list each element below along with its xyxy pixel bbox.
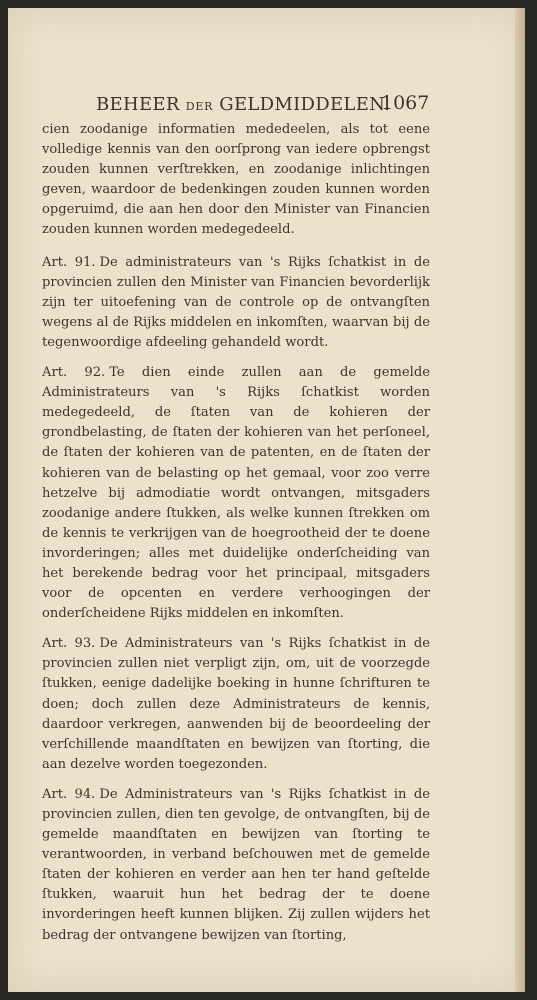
running-title	[96, 94, 390, 115]
article-93	[42, 634, 430, 775]
page-number: 1067	[381, 92, 430, 114]
body-text	[42, 120, 430, 956]
article-92	[42, 363, 430, 624]
article-label: Art. 93.	[42, 636, 96, 652]
running-title-part-3: GELDMIDDELEN.	[213, 94, 391, 115]
running-title-part-2: DER	[185, 100, 214, 113]
running-title-part-1: BEHEER	[96, 94, 186, 115]
article-label: Art. 91.	[42, 254, 96, 270]
article-text: De Administrateurs van 's Rijks ſchatkist in de provincien zullen niet verpligt zijn, om, uit de voorzegde ſtukken, eenige dadelijke boeking in hunne ſchrifturen te doen; doch zullen deze Administrateurs de kennis, daardoor verkregen, aanwenden bij de beoordeeling der verſchillende maandſtaten en bewijzen van ſtorting, die aan dezelve worden toegezonden.	[42, 636, 430, 772]
page-edge	[515, 8, 525, 992]
book-page	[8, 8, 525, 992]
article-94	[42, 785, 430, 946]
article-label: Art. 94.	[42, 786, 96, 802]
paragraph-continuation	[42, 120, 430, 241]
article-text: De administrateurs van 's Rijks ſchatkist in de provincien zullen den Minister van Financien bevorderlijk zijn ter uitoefening van de controle op de ontvangſten wegens al de Rijks middelen en inkomſten, waarvan bij de tegenwoordige afdeeling gehandeld wordt.	[42, 254, 431, 350]
article-text: Te dien einde zullen aan de gemelde Administrateurs van 's Rijks ſchatkist worden medegedeeld, de ſtaten van de kohieren der grondbelasting, de ſtaten der kohieren van het perſoneel, de ſtaten der kohieren van de patenten, en de ſtaten der kohieren van de belasting op het gemaal, voor zoo verre hetzelve bij admodiatie wordt ontvangen, mitsgaders zoodanige andere ſtukken, als welke kunnen ſtrekken om de kennis te verkrijgen van de hoegrootheid der te doene invorderingen; alles met duidelijke onderſcheiding van het berekende bedrag voor het principaal, mitsgaders voor de opcenten en verdere verhoogingen der onderſcheidene Rijks middelen en inkomſten.	[42, 365, 430, 622]
article-text: De Administrateurs van 's Rijks ſchatkist in de provincien zullen, dien ten gevolge, de ontvangſten, bij de gemelde maandſtaten en bewijzen van ſtorting te verantwoorden, in verband beſchouwen met de gemelde ſtaten der kohieren en verder aan hen ter hand geſtelde ſtukken, waaruit hun het bedrag der te doene invorderingen heeft kunnen blijken. Zij zullen wijders het bedrag der ontvangene bewijzen van ſtorting,	[42, 786, 430, 943]
article-label: Art. 92.	[42, 365, 106, 381]
article-91	[42, 253, 430, 353]
paragraph-text: cien zoodanige informatien mededeelen, als tot eene volledige kennis van den oorſprong van iedere opbrengst zouden kunnen verſtrekken, en zoodanige inlichtingen geven, waardoor de bedenkingen zouden kunnen worden opgeruimd, die aan hen door den Minister van Financien zouden kunnen worden medegedeeld.	[42, 122, 430, 238]
